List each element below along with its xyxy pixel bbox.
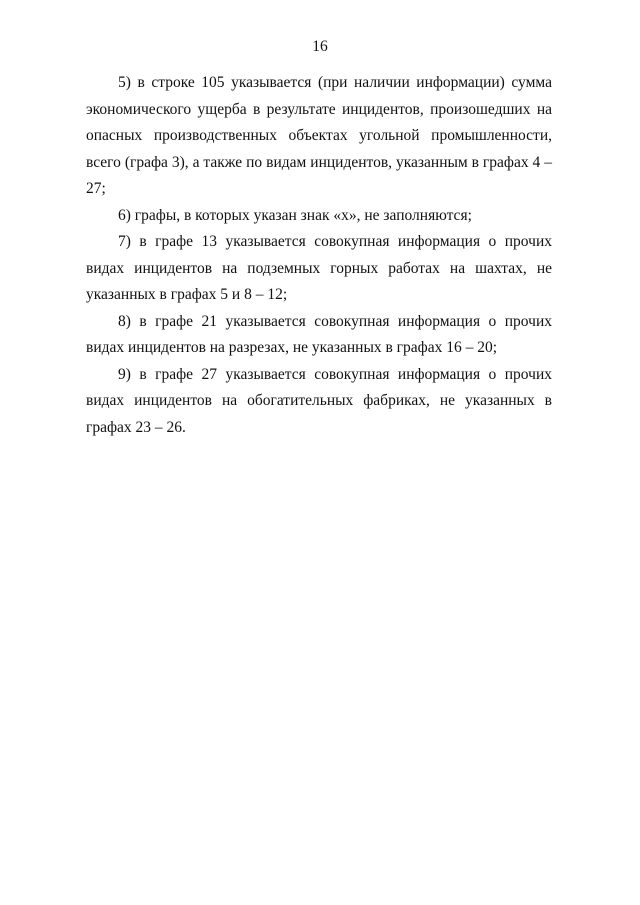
page-number: 16 — [312, 38, 328, 55]
paragraph-item-8: 8) в графе 21 указывается совокупная информация о прочих видах инцидентов на разрезах, не указанных в графах 16 – 20; — [86, 312, 552, 356]
paragraph-item-7: 7) в графе 13 указывается совокупная информация о прочих видах инцидентов на подземных горных работах на шахтах, не указанных в графах 5 и 8 – 12; — [86, 233, 552, 303]
paragraph-item-9: 9) в графе 27 указывается совокупная информация о прочих видах инцидентов на обогатительных фабриках, не указанных в графах 23 – 26. — [86, 365, 552, 436]
paragraph-item-6: 6) графы, в которых указан знак «х», не заполняются; — [118, 206, 472, 224]
paragraph-item-5: 5) в строке 105 указывается (при наличии информации) сумма экономического ущерба в результате инцидентов, произошедших на опасных производственных объектах угольной промышленности, всего (графа 3), а также по видам инцидентов, указанным в графах 4 – 27; — [86, 74, 552, 197]
document-body — [86, 70, 552, 441]
